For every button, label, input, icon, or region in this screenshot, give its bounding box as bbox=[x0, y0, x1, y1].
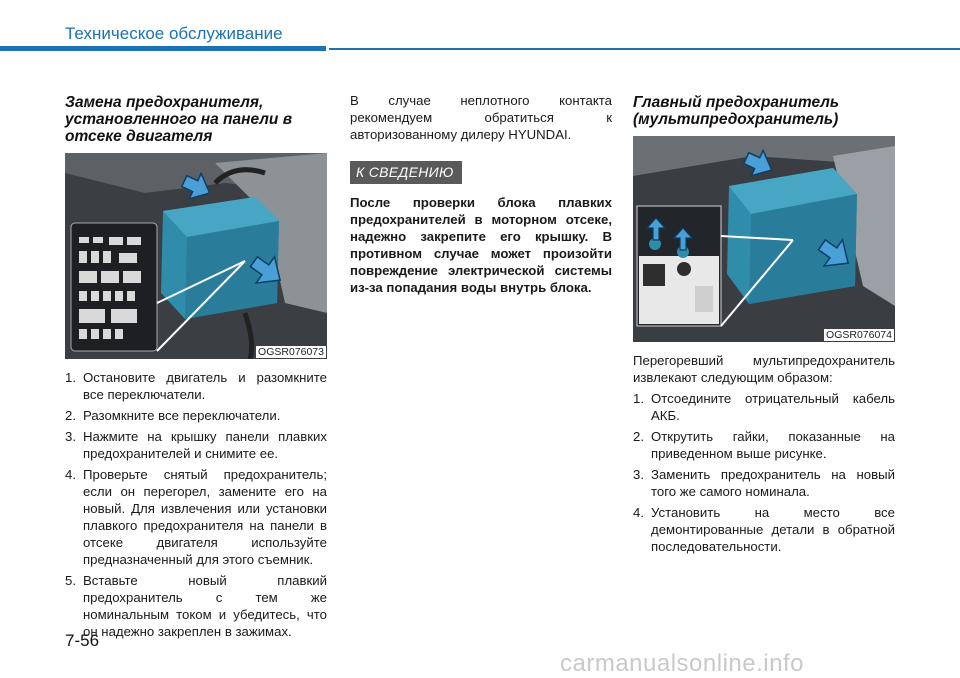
list-item: 1. Отсоедините отрицательный кабель АКБ. bbox=[633, 391, 895, 423]
list-item: 4. Установить на место все демонтированные детали в обратной последовательности. bbox=[633, 505, 895, 554]
list-item: 2. Разомкните все переключатели. bbox=[65, 408, 281, 423]
middle-column bbox=[350, 92, 612, 296]
left-column bbox=[65, 94, 327, 644]
dealer-contact-text: В случае неплотного контакта рекомендуем обратиться к авторизованному дилеру HYUNDAI. bbox=[350, 93, 612, 142]
right-section-title: Главный предохранитель (мультипредохранитель) bbox=[633, 94, 840, 128]
list-item: 1. Остановите двигатель и разомкните все переключатели. bbox=[65, 370, 327, 402]
right-column bbox=[633, 94, 895, 559]
list-item: 2. Открутить гайки, показанные на приведенном выше рисунке. bbox=[633, 429, 895, 461]
multifuse-photo bbox=[633, 136, 895, 342]
left-steps-list bbox=[65, 369, 327, 640]
left-section-title: Замена предохранителя, установленного на панели в отсеке двигателя bbox=[65, 94, 293, 145]
right-steps-list bbox=[633, 390, 895, 555]
header-rule-thick bbox=[0, 46, 326, 51]
section-header-title: Техническое обслуживание bbox=[65, 24, 283, 43]
list-item: 3. Заменить предохранитель на новый того же самого номинала. bbox=[633, 467, 895, 499]
list-item: 4. Проверьте снятый предохранитель; если он перегорел, замените его на новый. Для извлечения или установки плавкого предохранителя на панели в отсеке двигателя используйте предназначенный для этого съемник. bbox=[65, 467, 327, 567]
photo-code-right: OGSR076074 bbox=[826, 329, 892, 341]
right-intro-text: Перегоревший мультипредохранитель извлекают следующим образом: bbox=[633, 353, 895, 385]
list-item: 3. Нажмите на крышку панели плавких предохранителей и снимите ее. bbox=[65, 429, 327, 461]
note-badge: К СВЕДЕНИЮ bbox=[350, 161, 462, 184]
engine-fuse-panel-photo bbox=[65, 153, 327, 359]
page-number: 7-56 bbox=[65, 631, 100, 650]
photo-code-left: OGSR076073 bbox=[258, 346, 324, 358]
header-rule-thin bbox=[329, 48, 960, 50]
list-item: 5. Вставьте новый плавкий предохранитель с тем же номинальным током и убедитесь, что он надежно закреплен в зажимах. bbox=[65, 573, 327, 639]
note-text: После проверки блока плавких предохранителей в моторном отсеке, надежно закрепите его крышку. В противном случае может произойти повреждение электрической системы из-за попадания воды внутрь блока. bbox=[350, 195, 612, 295]
watermark: carmanualsonline.info bbox=[560, 650, 804, 677]
